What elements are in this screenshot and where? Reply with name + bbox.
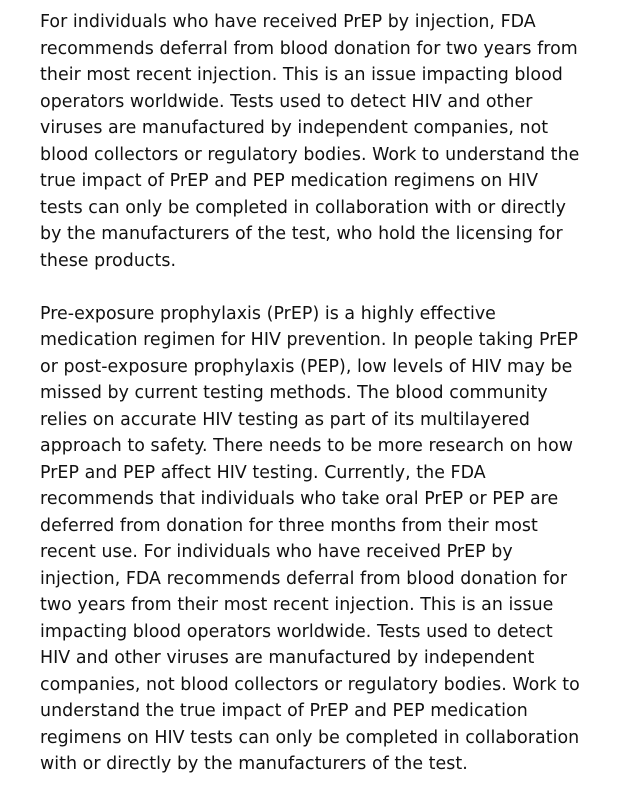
paragraph-prep-overview: Pre-exposure prophylaxis (PrEP) is a highly effective medication regimen for HIV prevention. In people taking PrEP or post-exposure prophylaxis (PEP), low levels of HIV may be missed by current testing methods. The blood community relies on accurate HIV testing as part of its multilayered approach to safety. There needs to be more research on how PrEP and PEP affect HIV testing. Currently, the FDA recommends that individuals who take oral PrEP or PEP are deferred from donation for three months from their most recent use. For individuals who have received PrEP by injection, FDA recommends deferral from blood donation for two years from their most recent injection. This is an issue impacting blood operators worldwide. Tests used to detect HIV and other viruses are manufactured by independent companies, not blood collectors or regulatory bodies. Work to understand the true impact of PrEP and PEP medication regimens on HIV tests can only be completed in collaboration with or directly by the manufacturers of the test.	[40, 303, 580, 774]
paragraph-injection-deferral: For individuals who have received PrEP by injection, FDA recommends deferral from blood donation for two years from their most recent injection. This is an issue impacting blood operators worldwide. Tests used to detect HIV and other viruses are manufactured by independent companies, not blood collectors or regulatory bodies. Work to understand the true impact of PrEP and PEP medication regimens on HIV tests can only be completed in collaboration with or directly by the manufacturers of the test, who hold the licensing for these products.	[40, 12, 580, 271]
document-body	[40, 9, 585, 778]
